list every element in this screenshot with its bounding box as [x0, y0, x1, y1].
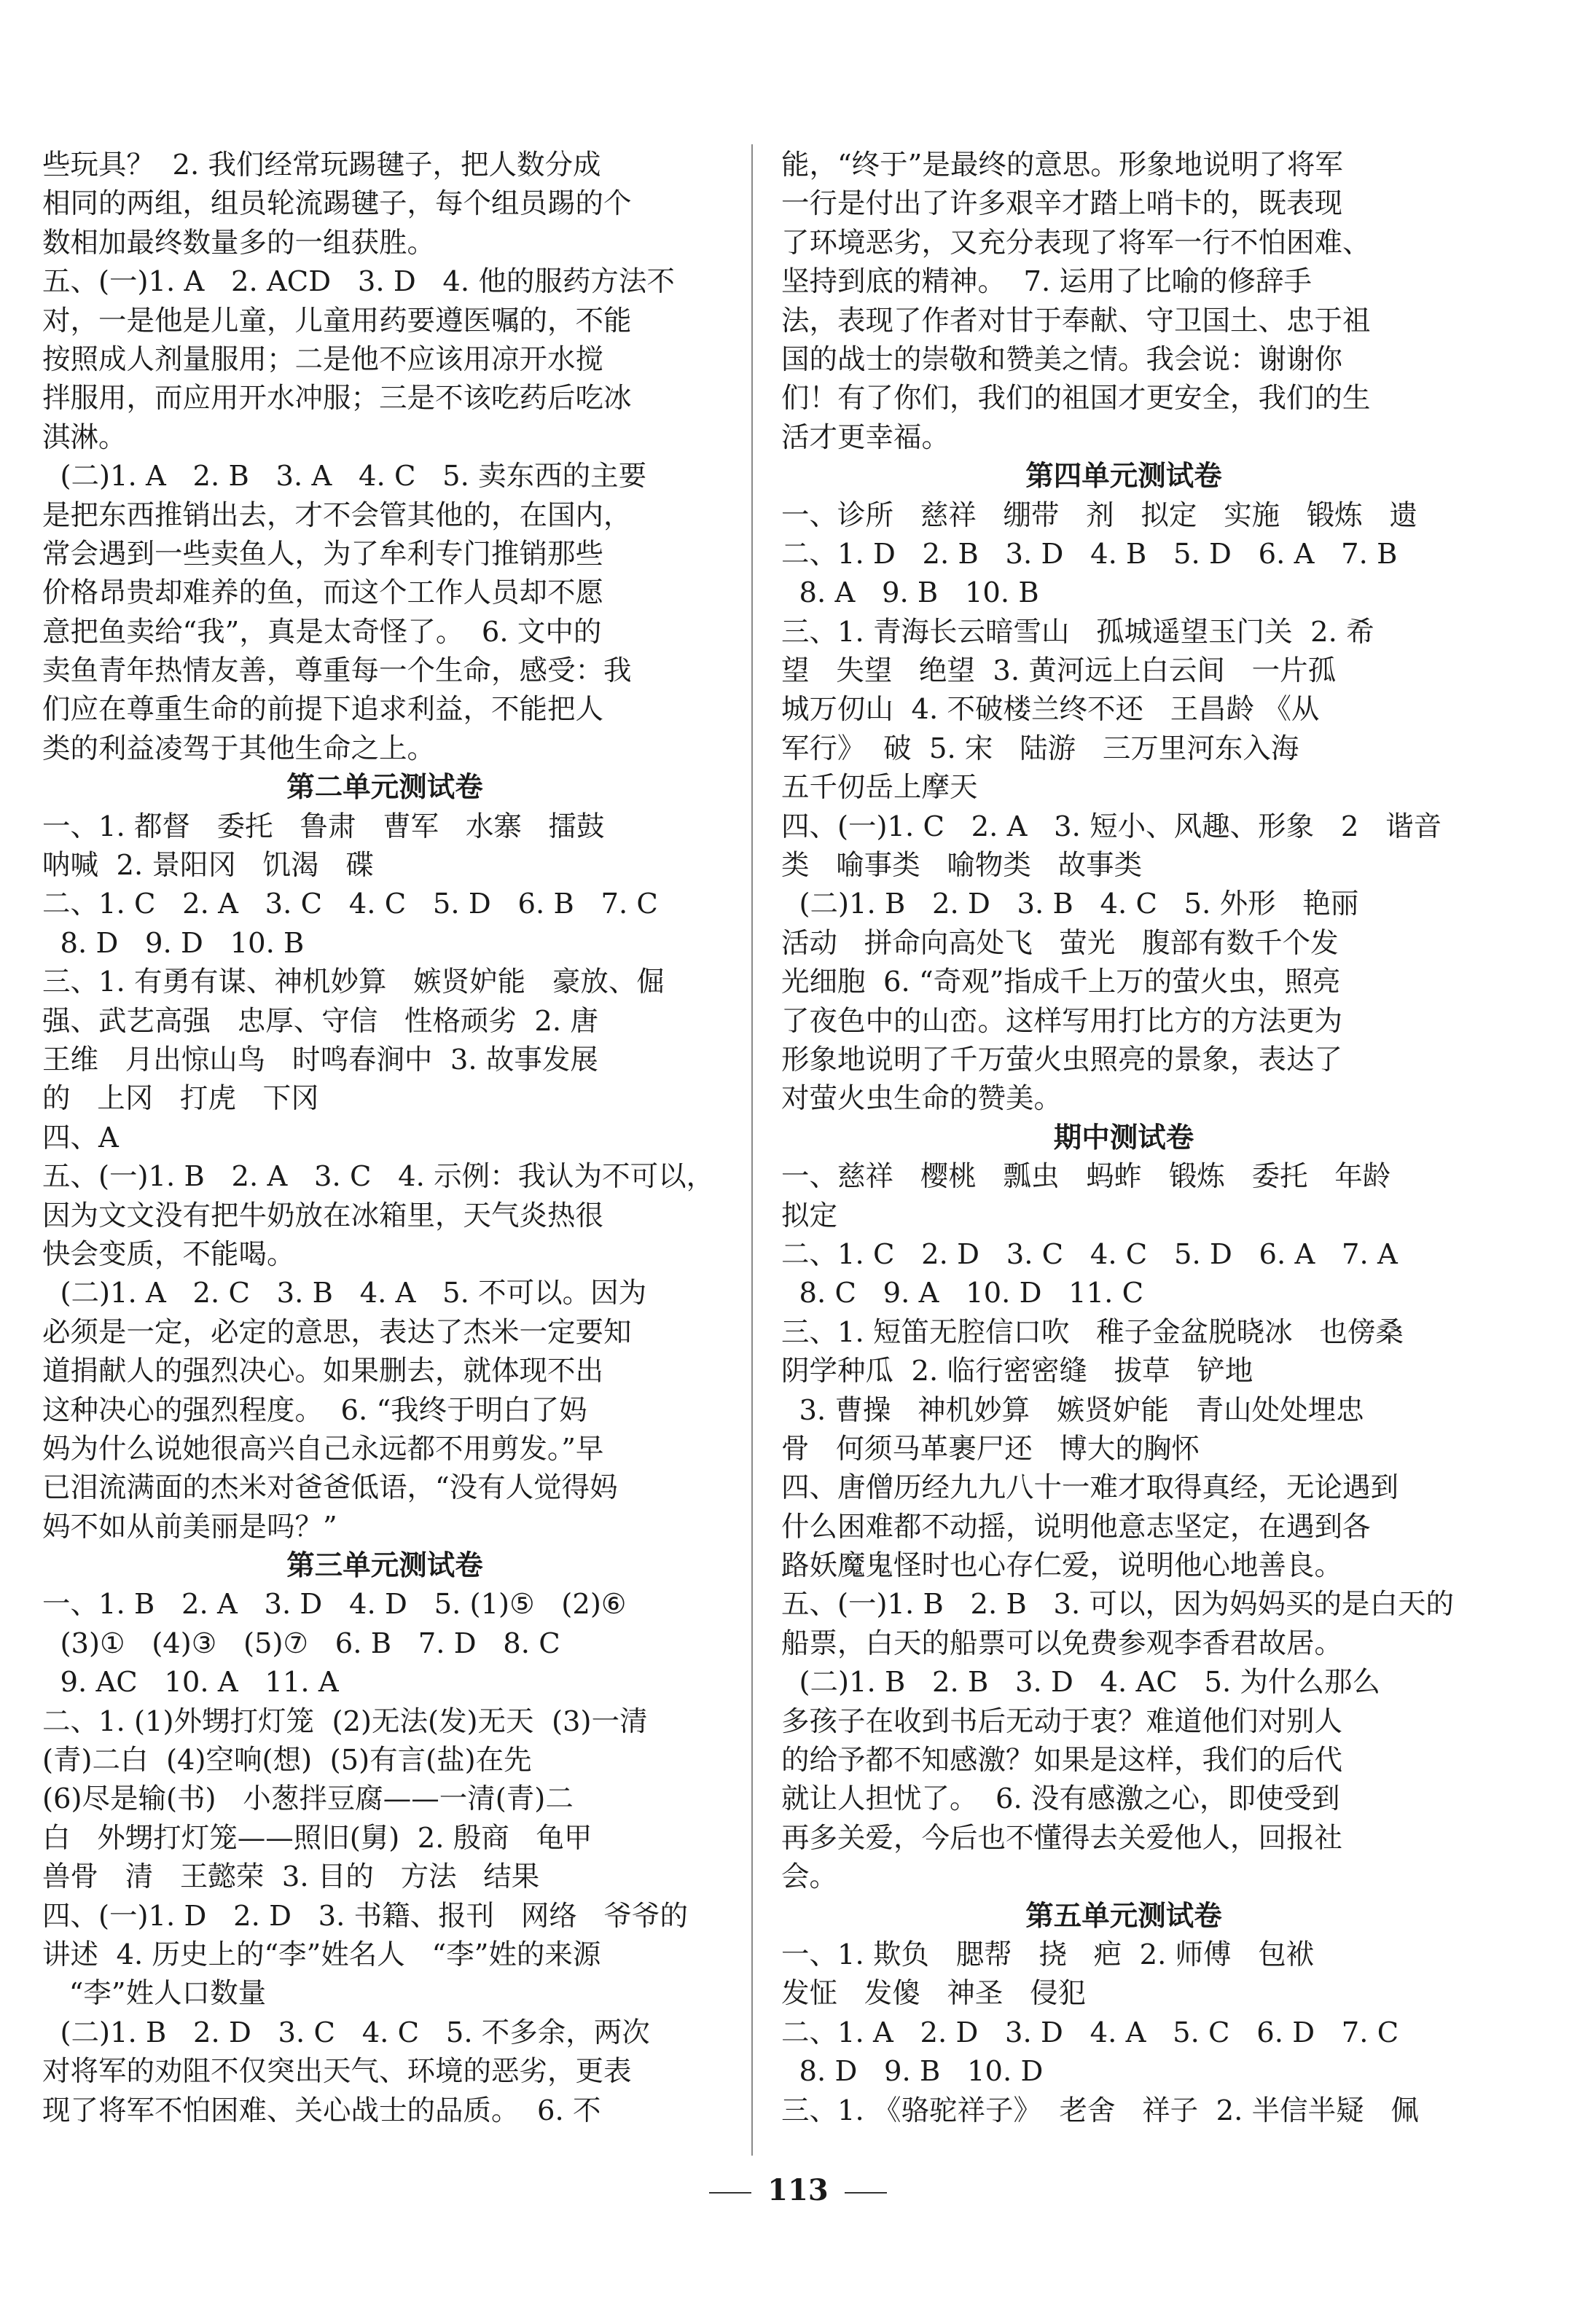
- answer-line: 二、1. (1)外甥打灯笼 (2)无法(发)无天 (3)一清: [42, 1705, 648, 1738]
- answer-line: 三、1. 短笛无腔信口吹 稚子金盆脱晓冰 也傍桑: [781, 1315, 1404, 1349]
- answer-line: 类的利益凌驾于其他生命之上。: [42, 732, 436, 765]
- answer-line: 的 上冈 打虎 下冈: [42, 1082, 319, 1116]
- answer-line: 相同的两组，组员轮流踢毽子，每个组员踢的个: [42, 187, 632, 221]
- answer-line: 意把鱼卖给“我”，真是太奇怪了。 6. 文中的: [42, 615, 602, 649]
- left-column: [42, 146, 727, 2130]
- answer-line: 按照成人剂量服用；二是他不应该用凉开水搅: [42, 343, 604, 376]
- answer-line: 五千仞岳上摩天: [781, 771, 978, 805]
- answer-line: 五、(一)1. B 2. B 3. 可以，因为妈妈买的是白天的: [781, 1588, 1454, 1621]
- answer-line: 卖鱼青年热情友善，尊重每一个生命，感受：我: [42, 654, 632, 688]
- answer-line: 二、1. C 2. D 3. C 4. C 5. D 6. A 7. A: [781, 1237, 1398, 1271]
- answer-line: 骨 何须马革裹尸还 博大的胸怀: [781, 1432, 1200, 1466]
- answer-line: 9. AC 10. A 11. A: [42, 1666, 339, 1699]
- answer-line: 会。: [781, 1860, 838, 1894]
- answer-line: 一、慈祥 樱桃 瓢虫 蚂蚱 锻炼 委托 年龄: [781, 1160, 1391, 1194]
- answer-line: 法，表现了作者对甘于奉献、守卫国土、忠于祖: [781, 304, 1371, 337]
- answer-line: (二)1. B 2. D 3. C 4. C 5. 不多余，两次: [42, 2016, 650, 2049]
- answer-line: (青)二白 (4)空响(想) (5)有言(盐)在先: [42, 1744, 532, 1777]
- answer-line: 了环境恶劣，又充分表现了将军一行不怕困难、: [781, 226, 1371, 259]
- answer-line: 形象地说明了千万萤火虫照亮的景象，表达了: [781, 1043, 1343, 1076]
- answer-line: 8. D 9. B 10. D: [781, 2055, 1044, 2089]
- answer-line: 的给予都不知感激？如果是这样，我们的后代: [781, 1744, 1343, 1777]
- answer-line: 王维 月出惊山鸟 时鸣春涧中 3. 故事发展: [42, 1043, 598, 1076]
- footer-dash-right: [845, 2192, 887, 2194]
- answer-line: 白 外甥打灯笼——照旧(舅) 2. 殷商 龟甲: [42, 1821, 592, 1855]
- answer-line: 多孩子在收到书后无动于衷？难道他们对别人: [781, 1705, 1343, 1738]
- answer-line: 快会变质，不能喝。: [42, 1237, 295, 1271]
- answer-line: 一、1. 欺负 腮帮 挠 疤 2. 师傅 包袱: [781, 1938, 1315, 1971]
- answer-line: 妈为什么说她很高兴自己永远都不用剪发。”早: [42, 1432, 604, 1466]
- answer-line: 8. A 9. B 10. B: [781, 576, 1039, 610]
- answer-line: 对萤火虫生命的赞美。: [781, 1082, 1063, 1116]
- answer-line: 就让人担忧了。 6. 没有感激之心，即使受到: [781, 1783, 1340, 1816]
- answer-line: 光细胞 6. “奇观”指成千上万的萤火虫，照亮: [781, 966, 1341, 999]
- answer-line: 一行是付出了许多艰辛才踏上哨卡的，既表现: [781, 187, 1343, 221]
- answer-line: 二、1. A 2. D 3. D 4. A 5. C 6. D 7. C: [781, 2016, 1399, 2049]
- answer-line: 活才更幸福。: [781, 420, 950, 454]
- answer-line: 已泪流满面的杰米对爸爸低语，“没有人觉得妈: [42, 1471, 618, 1505]
- answer-line: 船票，白天的船票可以免费参观李香君故居。: [781, 1627, 1343, 1660]
- page-footer: [0, 2173, 1596, 2207]
- answer-line: (二)1. A 2. C 3. B 4. A 5. 不可以。因为: [42, 1277, 647, 1310]
- page-number: 113: [767, 2173, 829, 2207]
- answer-line: 四、(一)1. D 2. D 3. 书籍、报刊 网络 爷爷的: [42, 1899, 689, 1933]
- answer-line: 发怔 发傻 神圣 侵犯: [781, 1977, 1087, 2011]
- answer-line: 坚持到底的精神。 7. 运用了比喻的修辞手: [781, 265, 1312, 299]
- answer-line: “李”姓人口数量: [42, 1977, 267, 2011]
- answer-line: 路妖魔鬼怪时也心存仁爱，说明他心地善良。: [781, 1549, 1343, 1583]
- section-title: 第四单元测试卷: [1025, 460, 1222, 493]
- answer-line: 对，一是他是儿童，儿童用药要遵医嘱的，不能: [42, 304, 632, 337]
- answer-line: 8. C 9. A 10. D 11. C: [781, 1277, 1144, 1310]
- answer-line: 再多关爱，今后也不懂得去关爱他人，回报社: [781, 1821, 1343, 1855]
- answer-line: 了夜色中的山峦。这样写用打比方的方法更为: [781, 1004, 1343, 1038]
- answer-line: 淇淋。: [42, 420, 127, 454]
- answer-line: 五、(一)1. B 2. A 3. C 4. 示例：我认为不可以，: [42, 1160, 715, 1194]
- answer-line: 常会遇到一些卖鱼人，为了牟利专门推销那些: [42, 537, 604, 571]
- answer-line: 二、1. C 2. A 3. C 4. C 5. D 6. B 7. C: [42, 888, 658, 921]
- answer-line: 阴学种瓜 2. 临行密密缝 拔草 铲地: [781, 1355, 1253, 1388]
- right-column: [781, 146, 1466, 2130]
- answer-line: 呐喊 2. 景阳冈 饥渴 碟: [42, 849, 374, 883]
- answer-line: 城万仞山 4. 不破楼兰终不还 王昌龄 《从: [781, 693, 1320, 727]
- answer-line: 强、武艺高强 忠厚、守信 性格顽劣 2. 唐: [42, 1004, 598, 1038]
- answer-line: (6)尽是输(书) 小葱拌豆腐——一清(青)二: [42, 1783, 574, 1816]
- answer-line: 望 失望 绝望 3. 黄河远上白云间 一片孤: [781, 654, 1337, 688]
- answer-line: 四、唐僧历经九九八十一难才取得真经，无论遇到: [781, 1471, 1399, 1505]
- answer-line: 三、1. 有勇有谋、神机妙算 嫉贤妒能 豪放、倔: [42, 966, 665, 999]
- answer-line: 是把东西推销出去，才不会管其他的，在国内，: [42, 498, 632, 532]
- answer-line: (二)1. B 2. D 3. B 4. C 5. 外形 艳丽: [781, 888, 1359, 921]
- answer-line: 拟定: [781, 1199, 838, 1232]
- answer-line: 因为文文没有把牛奶放在冰箱里，天气炎热很: [42, 1199, 604, 1232]
- answer-line: 能，“终于”是最终的意思。形象地说明了将军: [781, 149, 1343, 181]
- answer-line: 妈不如从前美丽是吗？”: [42, 1510, 337, 1543]
- answer-line: 一、1. 都督 委托 鲁肃 曹军 水寨 擂鼓: [42, 810, 605, 843]
- answer-line: 价格昂贵却难养的鱼，而这个工作人员却不愿: [42, 576, 604, 610]
- answer-line: 什么困难都不动摇，说明他意志坚定，在遇到各: [781, 1510, 1371, 1543]
- answer-line: 军行》 破 5. 宋 陆游 三万里河东入海: [781, 732, 1299, 765]
- section-title: 第二单元测试卷: [286, 771, 483, 805]
- answer-line: 道捐献人的强烈决心。如果删去，就体现不出: [42, 1355, 604, 1388]
- answer-line: (3)① (4)③ (5)⑦ 6. B 7. D 8. C: [42, 1627, 560, 1660]
- answer-line: 五、(一)1. A 2. ACD 3. D 4. 他的服药方法不: [42, 265, 675, 299]
- answer-line: 对将军的劝阻不仅突出天气、环境的恶劣，更表: [42, 2055, 632, 2089]
- answer-line: 国的战士的崇敬和赞美之情。我会说：谢谢你: [781, 343, 1343, 376]
- answer-line: 数相加最终数量多的一组获胜。: [42, 226, 436, 259]
- answer-line: (二)1. B 2. B 3. D 4. AC 5. 为什么那么: [781, 1666, 1380, 1699]
- answer-line: 8. D 9. D 10. B: [42, 926, 305, 960]
- answer-line: 二、1. D 2. B 3. D 4. B 5. D 6. A 7. B: [781, 537, 1398, 571]
- answer-line: 这种决心的强烈程度。 6. “我终于明白了妈: [42, 1393, 587, 1427]
- answer-line: 兽骨 清 王懿荣 3. 目的 方法 结果: [42, 1860, 540, 1894]
- section-title: 期中测试卷: [1053, 1121, 1194, 1154]
- answer-line: (二)1. A 2. B 3. A 4. C 5. 卖东西的主要: [42, 460, 647, 493]
- answer-line: 活动 拼命向高处飞 萤光 腹部有数千个发: [781, 926, 1339, 960]
- answer-line: 类 喻事类 喻物类 故事类: [781, 849, 1143, 883]
- answer-line: 必须是一定，必定的意思，表达了杰米一定要知: [42, 1315, 632, 1349]
- answer-line: 三、1. 《骆驼祥子》 老舍 祥子 2. 半信半疑 佩: [781, 2094, 1419, 2127]
- answer-line: 三、1. 青海长云暗雪山 孤城遥望玉门关 2. 希: [781, 615, 1374, 649]
- footer-dash-left: [709, 2192, 751, 2194]
- answer-line: 一、诊所 慈祥 绷带 剂 拟定 实施 锻炼 遗: [781, 498, 1417, 532]
- column-divider: [751, 144, 753, 2156]
- answer-line: 讲述 4. 历史上的“李”姓名人 “李”姓的来源: [42, 1938, 601, 1971]
- answer-line: 们应在尊重生命的前提下追求利益，不能把人: [42, 693, 604, 727]
- answer-line: 一、1. B 2. A 3. D 4. D 5. (1)⑤ (2)⑥: [42, 1588, 627, 1621]
- section-title: 第三单元测试卷: [286, 1549, 483, 1583]
- answer-line: 些玩具？ 2. 我们经常玩踢毽子，把人数分成: [42, 149, 601, 181]
- answer-line: 现了将军不怕困难、关心战士的品质。 6. 不: [42, 2094, 601, 2127]
- answer-line: 四、A: [42, 1121, 119, 1154]
- section-title: 第五单元测试卷: [1025, 1899, 1222, 1933]
- answer-line: 四、(一)1. C 2. A 3. 短小、风趣、形象 2 谐音: [781, 810, 1442, 843]
- answer-line: 3. 曹操 神机妙算 嫉贤妒能 青山处处埋忠: [781, 1393, 1364, 1427]
- answer-line: 拌服用，而应用开水冲服；三是不该吃药后吃冰: [42, 382, 632, 415]
- answer-line: 们！有了你们，我们的祖国才更安全，我们的生: [781, 382, 1371, 415]
